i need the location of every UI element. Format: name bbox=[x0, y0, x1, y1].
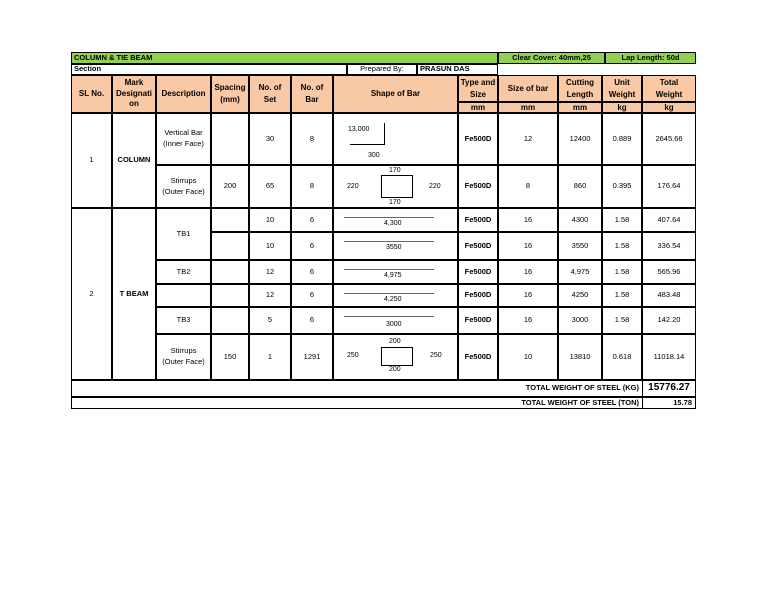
cell-unit-row-5: 1.58 bbox=[602, 260, 642, 284]
header-size-of-bar: Size of bar bbox=[498, 75, 558, 102]
shape-col-stirrup-left: 220 bbox=[347, 183, 359, 190]
shape-col-vertical-top: 13,000 bbox=[348, 126, 370, 133]
shape-beam-stirrup-rect bbox=[381, 347, 413, 366]
desc-tb2-a: TB2 bbox=[156, 260, 211, 284]
cell-cut-row-2: 860 bbox=[558, 165, 602, 208]
cell-unit-row-7: 1.58 bbox=[602, 307, 642, 334]
cell-total-row-3: 407.64 bbox=[642, 208, 696, 232]
cell-bar-row-6: 6 bbox=[291, 284, 333, 307]
header-shape: Shape of Bar bbox=[333, 75, 458, 113]
cell-set-row-2: 65 bbox=[249, 165, 291, 208]
cell-cut-row-3: 4300 bbox=[558, 208, 602, 232]
cell-cut-row-1: 12400 bbox=[558, 113, 602, 165]
shape-col-stirrup-top: 170 bbox=[389, 167, 401, 174]
cell-total-row-6: 483.48 bbox=[642, 284, 696, 307]
cell-type-row-5: Fe500D bbox=[458, 260, 498, 284]
total-kg-value: 15776.27 bbox=[642, 380, 696, 397]
shape-col-vertical-hook bbox=[350, 144, 385, 145]
cell-total-row-5: 565.96 bbox=[642, 260, 696, 284]
shape-cell-tb2-b bbox=[333, 284, 458, 307]
cell-size-row-2: 8 bbox=[498, 165, 558, 208]
cell-unit-row-3: 1.58 bbox=[602, 208, 642, 232]
bar-bending-schedule bbox=[71, 52, 696, 409]
cell-size-row-1: 12 bbox=[498, 113, 558, 165]
group-1-mark: COLUMN bbox=[112, 113, 156, 208]
shape-tb2-b-length: 4,250 bbox=[384, 296, 402, 303]
shape-tb1-b-line bbox=[344, 241, 434, 242]
cell-set-row-7: 5 bbox=[249, 307, 291, 334]
shape-beam-stirrup-left: 250 bbox=[347, 352, 359, 359]
cell-cut-row-7: 3000 bbox=[558, 307, 602, 334]
cell-bar-row-3: 6 bbox=[291, 208, 333, 232]
cell-spacing-row-8: 150 bbox=[211, 334, 249, 380]
header-description: Description bbox=[156, 75, 211, 113]
shape-tb2-b-line bbox=[344, 293, 434, 294]
cell-set-row-8: 1 bbox=[249, 334, 291, 380]
header-cutting-unit: mm bbox=[558, 102, 602, 113]
cell-type-row-8: Fe500D bbox=[458, 334, 498, 380]
shape-cell-beam-stirrup bbox=[333, 334, 458, 380]
cell-bar-row-1: 8 bbox=[291, 113, 333, 165]
cell-unit-row-8: 0.618 bbox=[602, 334, 642, 380]
shape-beam-stirrup-top: 200 bbox=[389, 338, 401, 345]
group-1-sl: 1 bbox=[71, 113, 112, 208]
desc-row-2: Stirrups (Outer Face) bbox=[156, 165, 211, 208]
group-2-mark: T BEAM bbox=[112, 208, 156, 380]
shape-tb1-a-length: 4,300 bbox=[384, 220, 402, 227]
shape-tb3-length: 3000 bbox=[386, 321, 402, 328]
shape-cell-1 bbox=[333, 113, 458, 165]
cell-set-row-3: 10 bbox=[249, 208, 291, 232]
cell-type-row-2: Fe500D bbox=[458, 165, 498, 208]
cell-unit-row-1: 0.889 bbox=[602, 113, 642, 165]
header-total-weight-unit: kg bbox=[642, 102, 696, 113]
cell-cut-row-4: 3550 bbox=[558, 232, 602, 260]
header-size-unit: mm bbox=[498, 102, 558, 113]
header-cutting-length: Cutting Length bbox=[558, 75, 602, 102]
header-unit-weight: Unit Weight bbox=[602, 75, 642, 102]
cell-bar-row-7: 6 bbox=[291, 307, 333, 334]
cell-spacing-row-6 bbox=[211, 284, 249, 307]
cell-cut-row-5: 4,975 bbox=[558, 260, 602, 284]
cell-type-row-4: Fe500D bbox=[458, 232, 498, 260]
cell-size-row-5: 16 bbox=[498, 260, 558, 284]
shape-beam-stirrup-bottom: 200 bbox=[389, 366, 401, 373]
cell-spacing-row-2: 200 bbox=[211, 165, 249, 208]
desc-tb3: TB3 bbox=[156, 307, 211, 334]
cell-total-row-8: 11018.14 bbox=[642, 334, 696, 380]
cell-unit-row-2: 0.395 bbox=[602, 165, 642, 208]
cell-size-row-6: 16 bbox=[498, 284, 558, 307]
shape-col-vertical-leg bbox=[384, 123, 385, 145]
cell-bar-row-8: 1291 bbox=[291, 334, 333, 380]
header-no-of-set: No. of Set bbox=[249, 75, 291, 113]
header-sl-no: SL No. bbox=[71, 75, 112, 113]
cell-spacing-row-7 bbox=[211, 307, 249, 334]
shape-tb2-a-length: 4,975 bbox=[384, 272, 402, 279]
cell-total-row-2: 176.64 bbox=[642, 165, 696, 208]
cell-total-row-1: 2645.66 bbox=[642, 113, 696, 165]
prepared-by-name: PRASUN DAS bbox=[417, 64, 498, 75]
header-type-unit: mm bbox=[458, 102, 498, 113]
cell-type-row-3: Fe500D bbox=[458, 208, 498, 232]
desc-tb2-b bbox=[156, 284, 211, 307]
section-label: Section bbox=[71, 64, 347, 75]
header-spacing: Spacing (mm) bbox=[211, 75, 249, 113]
shape-cell-tb2-a bbox=[333, 260, 458, 284]
cell-total-row-7: 142.20 bbox=[642, 307, 696, 334]
cell-size-row-8: 10 bbox=[498, 334, 558, 380]
cell-cut-row-8: 13810 bbox=[558, 334, 602, 380]
total-kg-label: TOTAL WEIGHT OF STEEL (KG) bbox=[525, 383, 639, 393]
total-ton-value: 15.78 bbox=[642, 397, 696, 409]
desc-tb1: TB1 bbox=[156, 208, 211, 260]
header-mark: Mark Designati on bbox=[112, 75, 156, 113]
cell-type-row-7: Fe500D bbox=[458, 307, 498, 334]
sheet-title: COLUMN & TIE BEAM bbox=[71, 52, 498, 64]
shape-cell-tb1-a bbox=[333, 208, 458, 232]
cell-bar-row-4: 6 bbox=[291, 232, 333, 260]
cell-size-row-4: 16 bbox=[498, 232, 558, 260]
total-ton-label: TOTAL WEIGHT OF STEEL (TON) bbox=[521, 398, 639, 407]
cell-set-row-6: 12 bbox=[249, 284, 291, 307]
shape-tb1-b-length: 3550 bbox=[386, 244, 402, 251]
group-2-sl: 2 bbox=[71, 208, 112, 380]
cell-spacing-row-3 bbox=[211, 208, 249, 232]
cell-spacing-row-1 bbox=[211, 113, 249, 165]
header-no-of-bar: No. of Bar bbox=[291, 75, 333, 113]
shape-tb3-line bbox=[344, 316, 434, 317]
cell-spacing-row-5 bbox=[211, 260, 249, 284]
cell-cut-row-6: 4250 bbox=[558, 284, 602, 307]
cell-set-row-5: 12 bbox=[249, 260, 291, 284]
shape-cell-tb1-b bbox=[333, 232, 458, 260]
header-total-weight: Total Weight bbox=[642, 75, 696, 102]
desc-row-1: Vertical Bar (Inner Face) bbox=[156, 113, 211, 165]
cell-set-row-1: 30 bbox=[249, 113, 291, 165]
shape-cell-tb3 bbox=[333, 307, 458, 334]
lap-length-note: Lap Length: 50d bbox=[605, 52, 696, 64]
shape-col-stirrup-bottom: 170 bbox=[389, 199, 401, 206]
cell-bar-row-2: 8 bbox=[291, 165, 333, 208]
cell-set-row-4: 10 bbox=[249, 232, 291, 260]
prepared-by-label: Prepared By: bbox=[347, 64, 417, 75]
cell-total-row-4: 336.54 bbox=[642, 232, 696, 260]
shape-col-stirrup-rect bbox=[381, 175, 413, 198]
cell-type-row-1: Fe500D bbox=[458, 113, 498, 165]
cell-unit-row-4: 1.58 bbox=[602, 232, 642, 260]
shape-tb1-a-line bbox=[344, 217, 434, 218]
cell-unit-row-6: 1.58 bbox=[602, 284, 642, 307]
cell-bar-row-5: 6 bbox=[291, 260, 333, 284]
header-type-size: Type and Size bbox=[458, 75, 498, 102]
shape-beam-stirrup-right: 250 bbox=[430, 352, 442, 359]
cell-type-row-6: Fe500D bbox=[458, 284, 498, 307]
shape-col-vertical-bottom: 300 bbox=[368, 152, 380, 159]
desc-beam-stirrups: Stirrups (Outer Face) bbox=[156, 334, 211, 380]
cell-spacing-row-4 bbox=[211, 232, 249, 260]
header-unit-weight-unit: kg bbox=[602, 102, 642, 113]
cell-size-row-3: 16 bbox=[498, 208, 558, 232]
shape-tb2-a-line bbox=[344, 269, 434, 270]
shape-col-stirrup-right: 220 bbox=[429, 183, 441, 190]
clear-cover-note: Clear Cover: 40mm,25 bbox=[498, 52, 605, 64]
cell-size-row-7: 16 bbox=[498, 307, 558, 334]
shape-cell-2 bbox=[333, 165, 458, 208]
